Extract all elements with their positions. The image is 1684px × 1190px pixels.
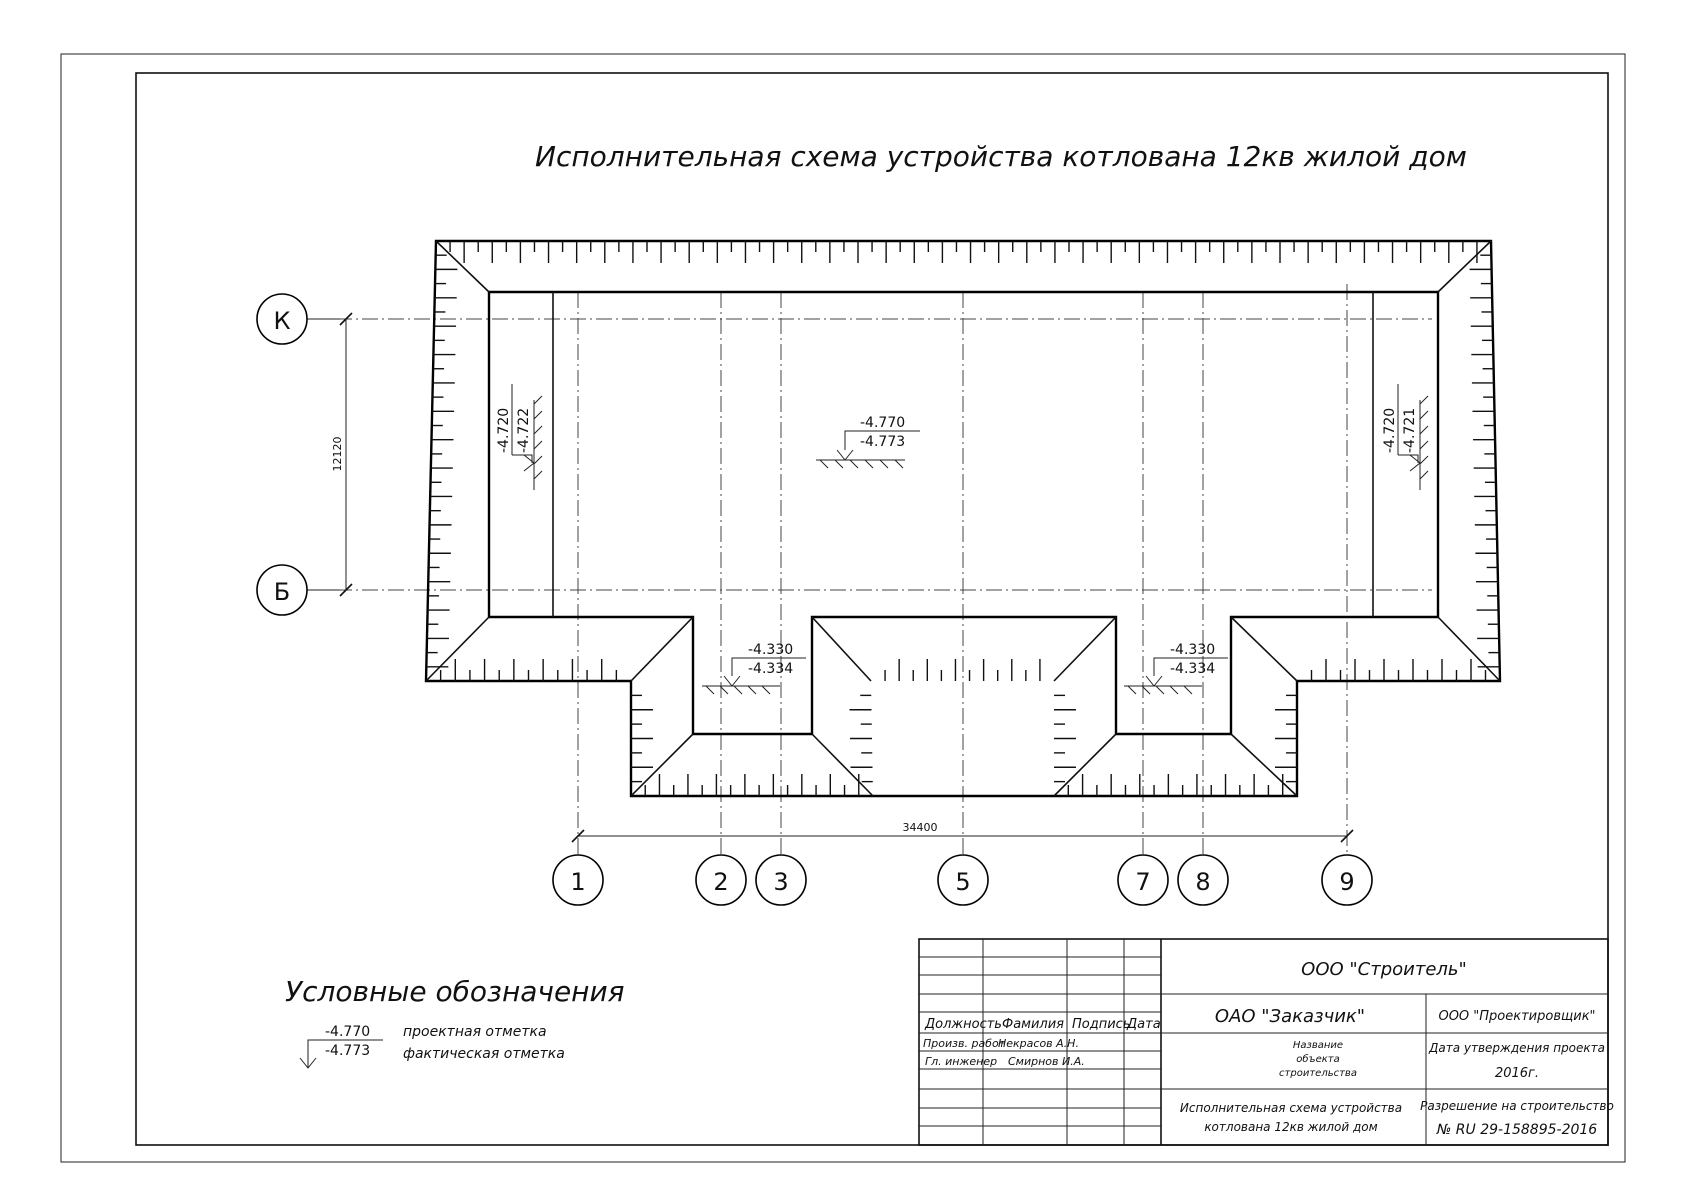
column-axis-markers xyxy=(553,855,1372,905)
elevation-right xyxy=(1382,384,1428,490)
axis-label-b: Б xyxy=(273,578,291,606)
drawing-title: Исполнительная схема устройства котлована 12кв жилой дом xyxy=(535,140,1467,173)
stamp-drawing-name-1: Исполнительная схема устройства xyxy=(1179,1101,1403,1115)
stamp-staff-name-2: Смирнов И.А. xyxy=(1008,1055,1085,1068)
stamp-approval-value: 2016г. xyxy=(1494,1066,1540,1081)
stamp-header-date: Дата xyxy=(1127,1017,1161,1032)
axis-label-8: 8 xyxy=(1195,868,1211,896)
elevation-pit-left xyxy=(702,642,806,694)
elevation-center xyxy=(816,415,920,468)
elevation-right-actual: -4.721 xyxy=(1402,407,1418,453)
stamp-drawing-name-2: котлована 12кв жилой дом xyxy=(1204,1120,1378,1134)
stamp-permit-label: Разрешение на строительство xyxy=(1420,1099,1614,1113)
stamp-permit-value: № RU 29-158895-2016 xyxy=(1436,1122,1598,1138)
title-block xyxy=(919,939,1614,1145)
legend-title: Условные обозначения xyxy=(285,975,625,1008)
elevation-left-design: -4.720 xyxy=(496,407,512,453)
dimension-vertical xyxy=(331,313,352,596)
stamp-header-name: Фамилия xyxy=(1002,1017,1064,1032)
legend-design-label: проектная отметка xyxy=(403,1024,547,1040)
elevation-right-design: -4.720 xyxy=(1382,407,1398,453)
axis-label-5: 5 xyxy=(955,868,971,896)
elevation-pit-left-actual: -4.334 xyxy=(748,661,794,677)
stamp-designer: ООО "Проектировщик" xyxy=(1438,1009,1596,1024)
stamp-object-name-3: строительства xyxy=(1279,1068,1357,1079)
stamp-header-signature: Подпись xyxy=(1072,1017,1131,1032)
elevation-left xyxy=(496,384,542,490)
legend xyxy=(285,975,625,1068)
dimension-34400: 34400 xyxy=(902,821,938,834)
axis-lines xyxy=(310,284,1432,855)
stamp-staff-name-1: Некрасов А.Н. xyxy=(998,1037,1079,1050)
axis-label-1: 1 xyxy=(570,868,586,896)
stamp-customer: ОАО "Заказчик" xyxy=(1214,1006,1366,1027)
dimension-12120: 12120 xyxy=(331,436,344,472)
stamp-header-position: Должность xyxy=(925,1017,1002,1032)
axis-label-k: К xyxy=(273,307,291,335)
axis-label-7: 7 xyxy=(1135,868,1151,896)
row-axis-markers xyxy=(257,294,340,615)
axis-label-9: 9 xyxy=(1339,868,1355,896)
stamp-object-name-1: Название xyxy=(1292,1040,1344,1051)
elevation-center-actual: -4.773 xyxy=(860,434,906,450)
elevation-pit-right xyxy=(1124,642,1228,694)
stamp-object-name-2: объекта xyxy=(1296,1054,1340,1065)
elevation-pit-right-design: -4.330 xyxy=(1170,642,1216,658)
axis-label-2: 2 xyxy=(713,868,729,896)
elevation-center-design: -4.770 xyxy=(860,415,906,431)
stamp-staff-position-1: Произв. работ xyxy=(923,1037,1006,1050)
elevation-left-actual: -4.722 xyxy=(516,407,532,453)
legend-sample-actual: -4.773 xyxy=(325,1043,371,1059)
elevation-pit-left-design: -4.330 xyxy=(748,642,794,658)
stamp-company: ООО "Строитель" xyxy=(1301,959,1467,980)
stamp-staff-position-2: Гл. инженер xyxy=(925,1055,998,1068)
legend-sample-design: -4.770 xyxy=(325,1024,371,1040)
legend-actual-label: фактическая отметка xyxy=(403,1046,565,1062)
stamp-approval-label: Дата утверждения проекта xyxy=(1429,1041,1605,1055)
elevation-pit-right-actual: -4.334 xyxy=(1170,661,1216,677)
axis-label-3: 3 xyxy=(773,868,789,896)
